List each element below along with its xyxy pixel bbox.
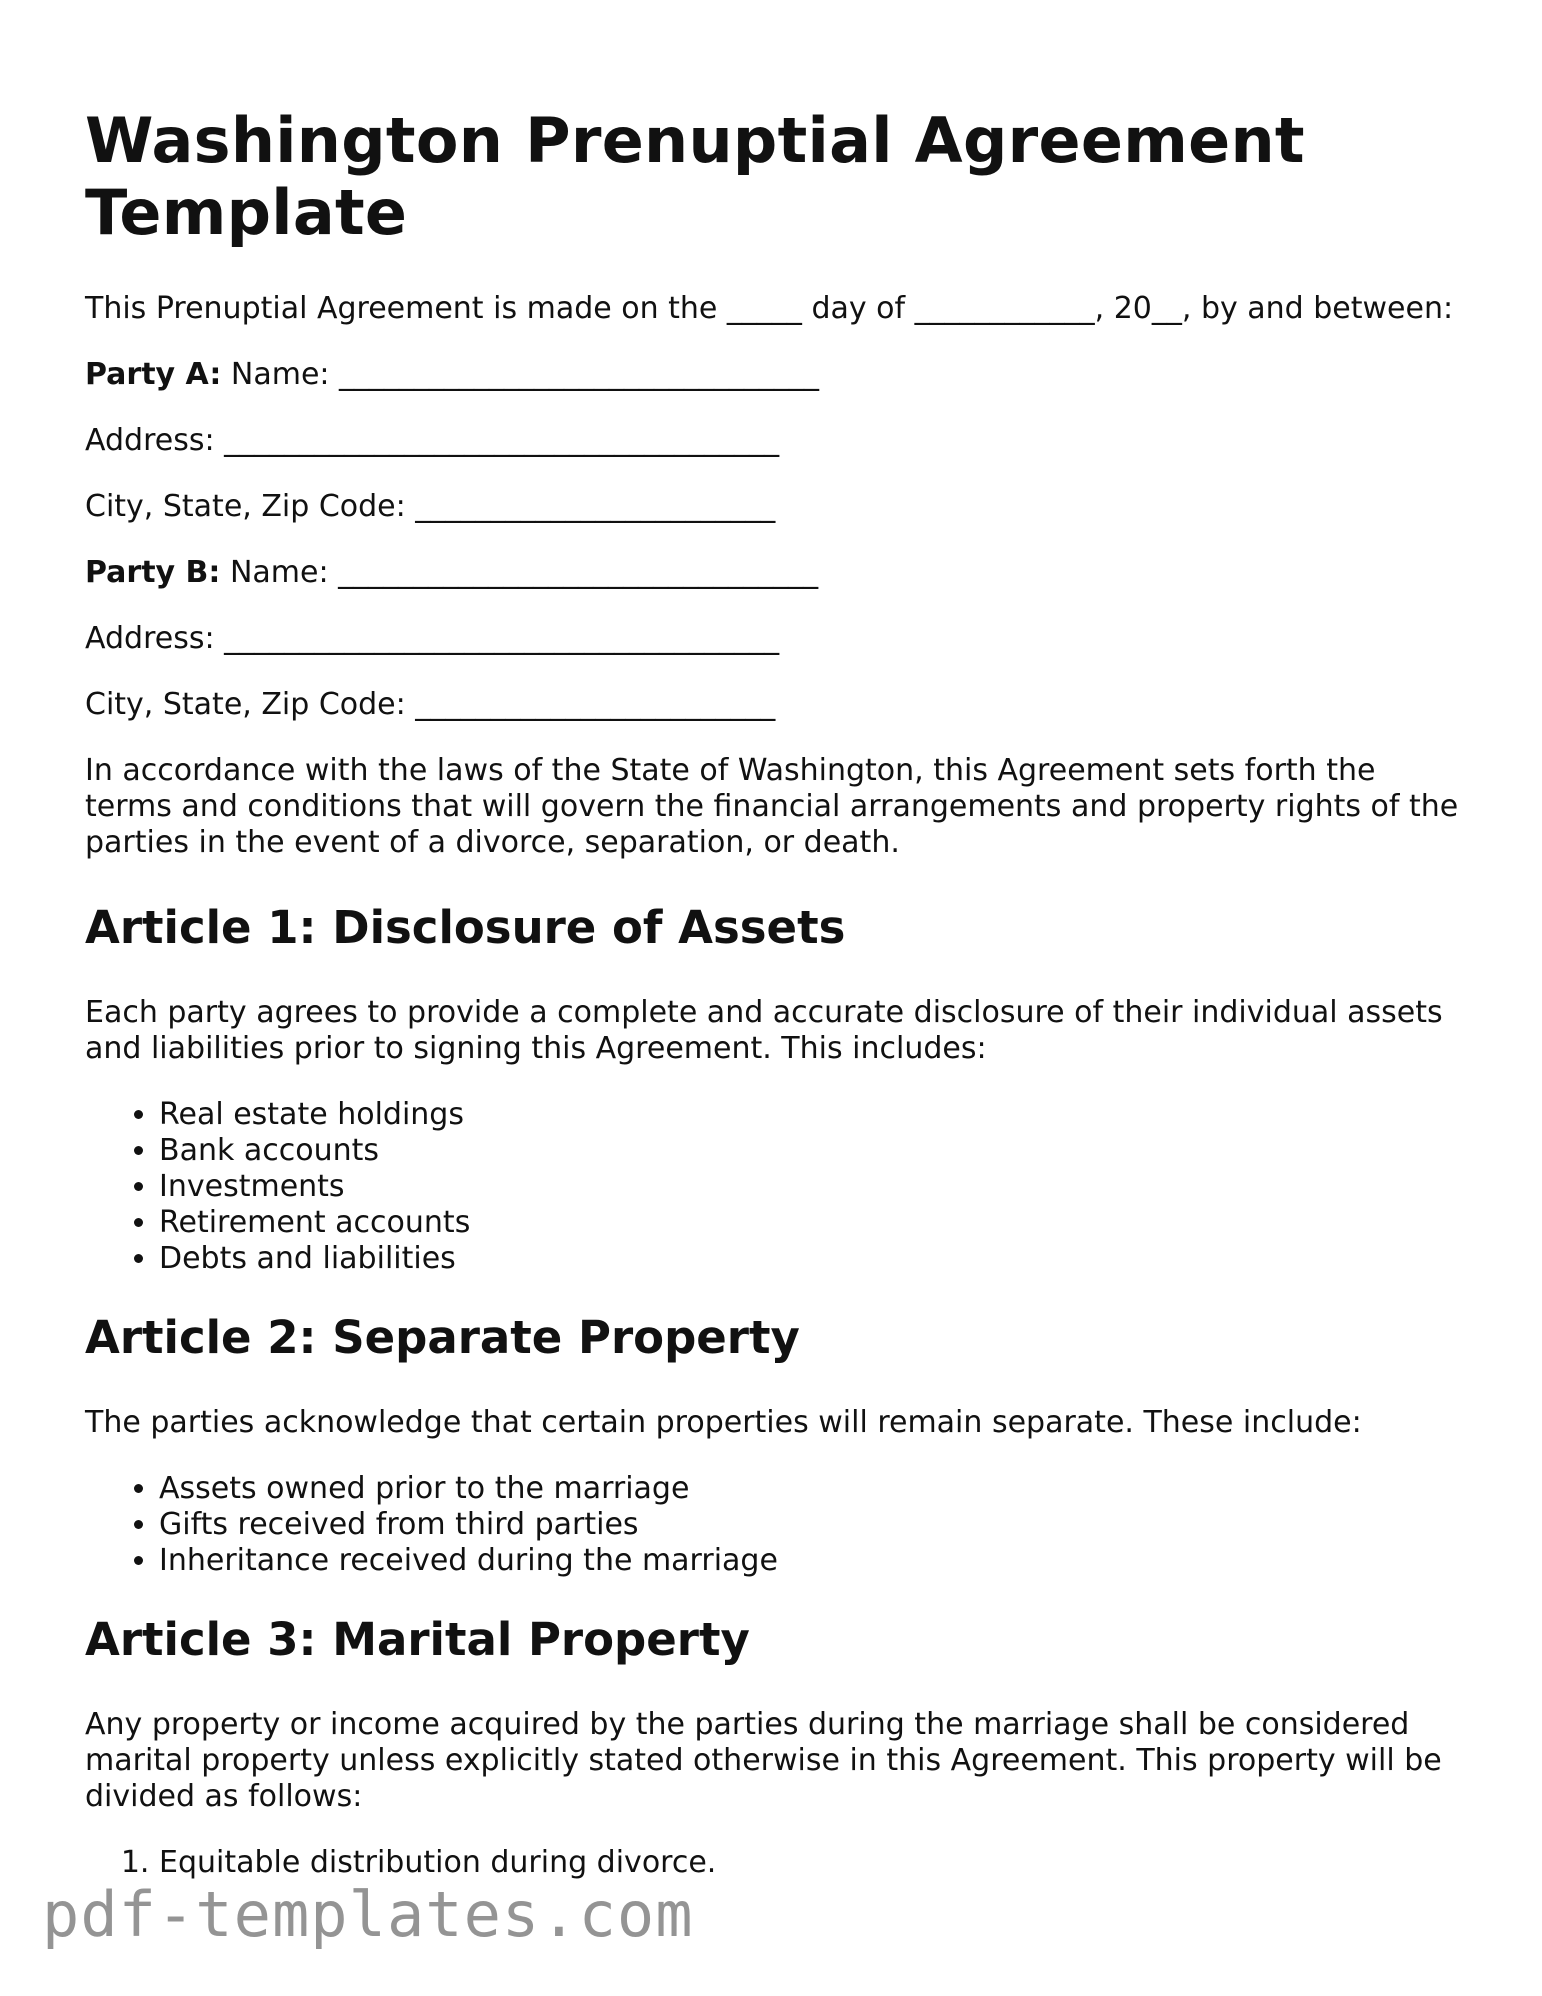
party-b-name-line: Name: ________________________________ (229, 555, 819, 590)
party-a-name-line: Name: ________________________________ (230, 357, 820, 392)
article-3-list (85, 1845, 1465, 1881)
page-title: Washington Prenuptial Agreement Template (85, 104, 1305, 249)
list-item: • Investments (159, 1169, 1465, 1205)
list-item: • Debts and liabilities (159, 1241, 1465, 1277)
watermark-text: pdf-templates.com (42, 1878, 694, 1951)
party-b-label: Party B: (85, 555, 221, 590)
list-item: • Assets owned prior to the marriage (159, 1471, 1465, 1507)
article-3-text: Any property or income acquired by the parties during the marriage shall be considered marital property unless explicitly stated otherwise in this Agreement. This property will be divided as follows: (85, 1707, 1442, 1814)
party-a-address-field: Address: _____________________________________ (85, 423, 780, 458)
article-1-list (85, 1097, 1465, 1277)
article-3-heading: Article 3: Marital Property (85, 1613, 750, 1666)
list-item: • Retirement accounts (159, 1205, 1465, 1241)
party-a-name-field (85, 357, 1465, 393)
document-page (85, 105, 1465, 1915)
article-1-heading: Article 1: Disclosure of Assets (85, 901, 846, 954)
list-item: • Real estate holdings (159, 1097, 1465, 1133)
intro-paragraph: This Prenuptial Agreement is made on the _____ day of ____________, 20__, by and between: (85, 291, 1454, 326)
preamble-paragraph: In accordance with the laws of the State of Washington, this Agreement sets forth the terms and conditions that will govern the financial arrangements and property rights of the parties in the event of a divorce, separation, or death. (85, 753, 1459, 860)
party-b-address-field: Address: _____________________________________ (85, 621, 780, 656)
party-a-label: Party A: (85, 357, 222, 392)
article-2-list (85, 1471, 1465, 1579)
party-b-name-field (85, 555, 1465, 591)
list-item: 1. Equitable distribution during divorce. (159, 1845, 1465, 1881)
list-item: • Inheritance received during the marriage (159, 1543, 1465, 1579)
party-b-city-field: City, State, Zip Code: ________________________ (85, 687, 776, 722)
article-1-text: Each party agrees to provide a complete and accurate disclosure of their individual assets and liabilities prior to signing this Agreement. This includes: (85, 995, 1443, 1066)
party-a-city-field: City, State, Zip Code: ________________________ (85, 489, 776, 524)
article-2-heading: Article 2: Separate Property (85, 1311, 800, 1364)
article-2-text: The parties acknowledge that certain properties will remain separate. These include: (85, 1405, 1362, 1440)
list-item: • Bank accounts (159, 1133, 1465, 1169)
list-item: • Gifts received from third parties (159, 1507, 1465, 1543)
